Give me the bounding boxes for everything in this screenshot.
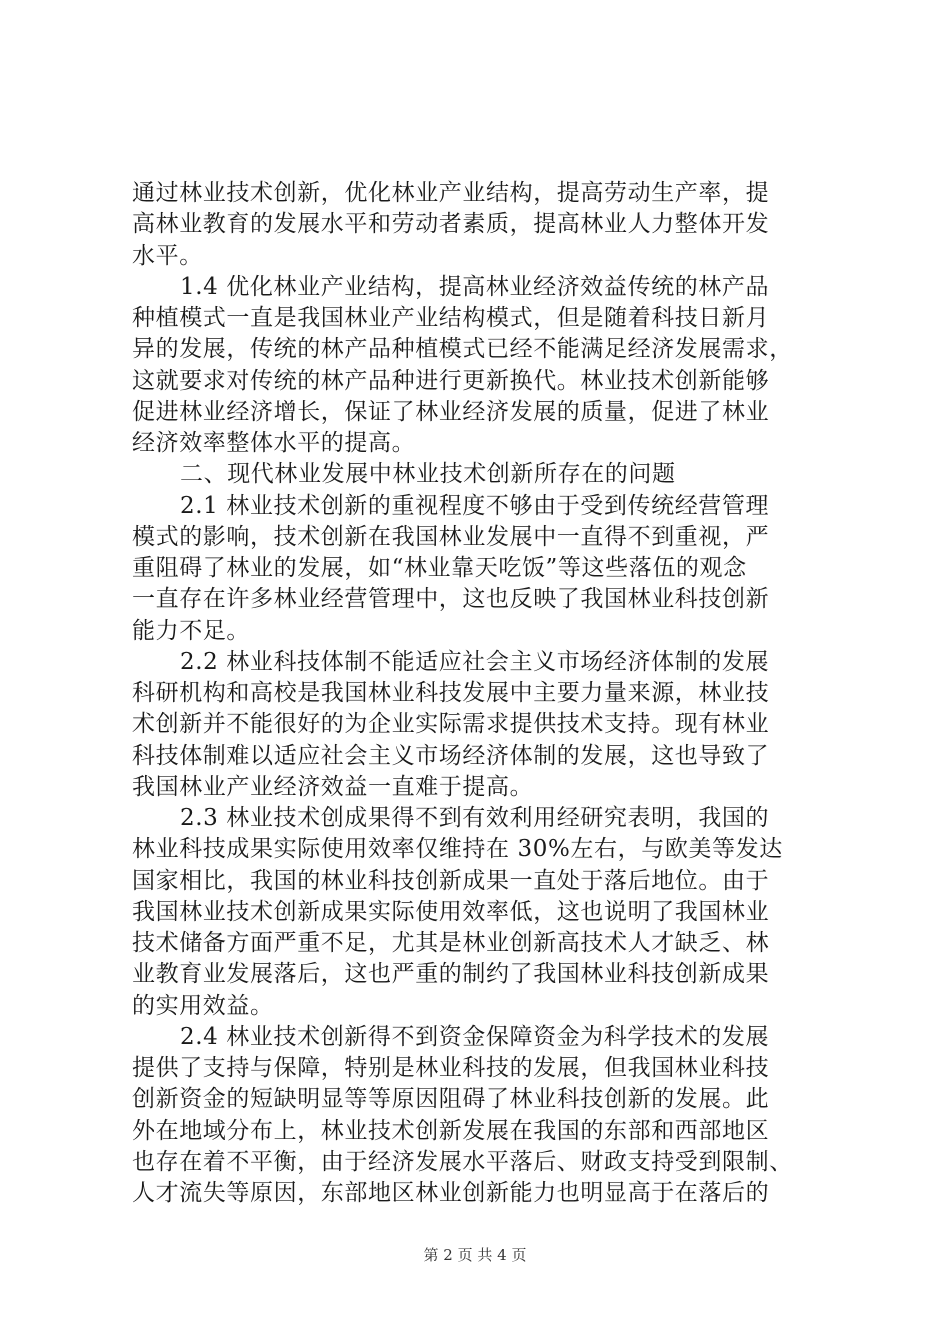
text-line: 我国林业技术创新成果实际使用效率低，这也说明了我国林业 [132,898,770,925]
text-line: 水平。 [132,242,203,269]
text-line: 重阻碍了林业的发展，如“林业靠天吃饭”等这些落伍的观念 [132,555,747,581]
text-line: 的实用效益。 [132,992,274,1019]
text-line: 2.2 林业科技体制不能适应社会主义市场经济体制的发展 [180,648,770,675]
text-line: 2.1 林业技术创新的重视程度不够由于受到传统经营管理 [180,492,770,519]
text-line: 模式的影响，技术创新在我国林业发展中一直得不到重视，严 [132,523,770,550]
text-line: 林业科技成果实际使用效率仅维持在 30%左右，与欧美等发达 [132,836,783,863]
text-line: 通过林业技术创新，优化林业产业结构，提高劳动生产率，提 [132,180,770,206]
text-line: 人才流失等原因，东部地区林业创新能力也明显高于在落后的 [132,1180,770,1206]
page-footer: 第 2 页 共 4 页 [423,1246,527,1264]
text-line: 高林业教育的发展水平和劳动者素质，提高林业人力整体开发 [132,211,770,238]
text-line: 也存在着不平衡，由于经济发展水平落后、财政支持受到限制、 [132,1148,793,1175]
text-line: 技术储备方面严重不足，尤其是林业创新高技术人才缺乏、林 [132,930,770,956]
text-line: 2.3 林业技术创成果得不到有效利用经研究表明，我国的 [180,805,770,831]
text-line: 2.4 林业技术创新得不到资金保障资金为科学技术的发展 [180,1023,770,1050]
document-body [132,178,830,1209]
text-line: 这就要求对传统的林产品种进行更新换代。林业技术创新能够 [132,367,770,394]
text-line: 种植模式一直是我国林业产业结构模式，但是随着科技日新月 [132,305,770,331]
text-line: 一直存在许多林业经营管理中，这也反映了我国林业科技创新 [132,586,770,613]
text-line: 创新资金的短缺明显等等原因阻碍了林业科技创新的发展。此 [132,1086,770,1113]
text-line: 经济效率整体水平的提高。 [132,430,416,456]
text-line: 二、现代林业发展中林业技术创新所存在的问题 [180,461,676,488]
text-line: 提供了支持与保障，特别是林业科技的发展，但我国林业科技 [132,1055,770,1081]
text-line: 科研机构和高校是我国林业科技发展中主要力量来源，林业技 [132,680,770,706]
text-line: 业教育业发展落后，这也严重的制约了我国林业科技创新成果 [132,961,770,988]
text-line: 术创新并不能很好的为企业实际需求提供技术支持。现有林业 [132,711,770,738]
text-line: 我国林业产业经济效益一直难于提高。 [132,773,534,800]
text-line: 促进林业经济增长，保证了林业经济发展的质量，促进了林业 [132,398,770,425]
text-line: 1.4 优化林业产业结构，提高林业经济效益传统的林产品 [180,273,770,300]
text-line: 能力不足。 [132,617,250,644]
text-line: 科技体制难以适应社会主义市场经济体制的发展，这也导致了 [132,742,770,769]
text-line: 国家相比，我国的林业科技创新成果一直处于落后地位。由于 [132,867,770,894]
text-line: 外在地域分布上，林业技术创新发展在我国的东部和西部地区 [132,1117,770,1144]
text-line: 异的发展，传统的林产品种植模式已经不能满足经济发展需求， [132,336,793,363]
